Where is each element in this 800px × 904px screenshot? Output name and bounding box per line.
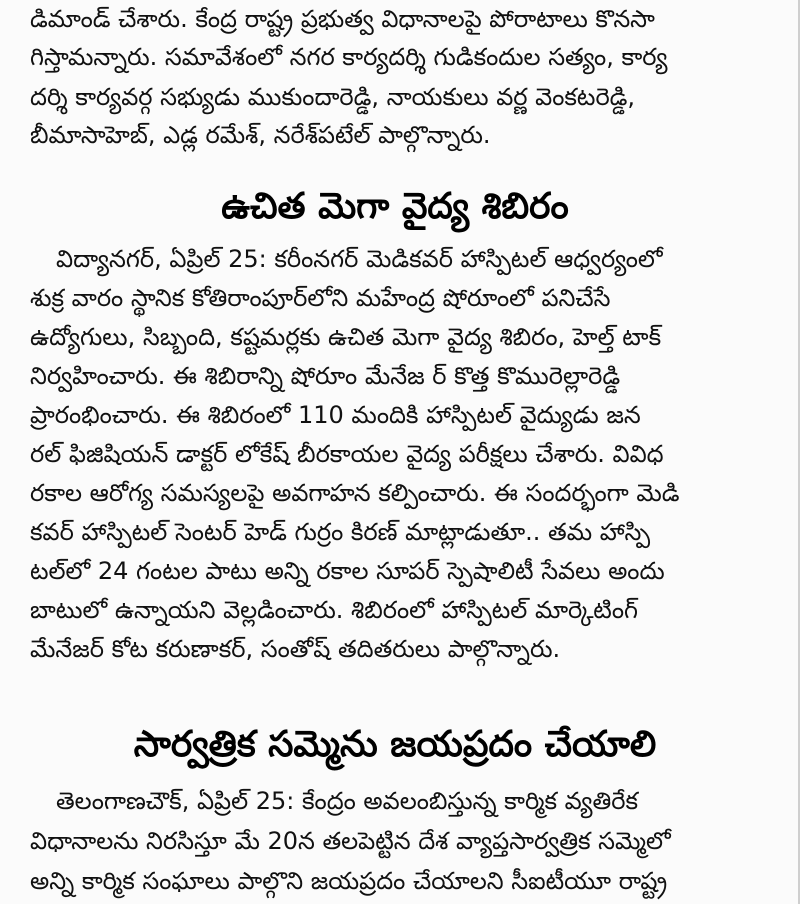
article3-line-1: తెలంగాణచౌక్, ఏప్రిల్ 25: కేంద్రం అవలంబిస్తున్న కార్మిక వ్యతిరేక xyxy=(56,787,638,815)
article2-line-1: విద్యానగర్, ఏప్రిల్ 25: కరీంనగర్ మెడికవర్ హాస్పిటల్ ఆధ్వర్యంలో xyxy=(56,245,663,273)
article2-line-3: ఉద్యోగులు, సిబ్బంది, కష్టమర్లకు ఉచిత మెగా వైద్య శిబిరం, హెల్త్ టాక్ xyxy=(30,323,662,351)
article2-line-4: నిర్వహించారు. ఈ శిబిరాన్ని షోరూం మేనేజ ర్ కొత్త కొమురెల్లారెడ్డి xyxy=(30,362,621,390)
article3-line-3: అన్ని కార్మిక సంఘాలు పాల్గొని జయప్రదం చేయాలని సీఐటీయూ రాష్ట్ర xyxy=(30,867,668,895)
article2-line-8: కవర్ హాస్పిటల్ సెంటర్ హెడ్ గుర్రం కిరణ్ మాట్లాడుతూ.. తమ హాస్పి xyxy=(30,518,651,546)
article1-line-1: డిమాండ్ చేశారు. కేంద్ర రాష్ట్ర ప్రభుత్వ విధానాలపై పోరాటాలు కొనసా xyxy=(30,5,655,33)
article1-line-4: బీమాసాహెబ్, ఎడ్ల రమేశ్, నరేశ్‌పటేల్ పాల్గొన్నారు. xyxy=(30,121,491,149)
article3-line-2: విధానాలను నిరసిస్తూ మే 20న తలపెట్టిన దేశ వ్యాప్తసార్వత్రిక సమ్మెలో xyxy=(30,827,671,855)
article2-line-9: టల్‌లో 24 గంటల పాటు అన్ని రకాల సూపర్ స్పెషాలిటీ సేవలు అందు xyxy=(30,557,665,585)
article1-line-3: దర్శి కార్యవర్గ సభ్యుడు ముకుందారెడ్డి, నాయకులు వర్ణ వెంకటరెడ్డి, xyxy=(30,83,636,111)
article2-line-7: రకాల ఆరోగ్య సమస్యలపై అవగాహన కల్పించారు. ఈ సందర్భంగా మెడి xyxy=(30,479,680,507)
article2-line-5: ప్రారంభించారు. ఈ శిబిరంలో 110 మందికి హాస్పిటల్ వైద్యుడు జన xyxy=(30,401,641,429)
article3-headline: సార్వత్రిక సమ్మెను జయప్రదం చేయాలి xyxy=(133,724,657,765)
article2-headline: ఉచిత మెగా వైద్య శిబిరం xyxy=(221,186,569,227)
article2-line-11: మేనేజర్ కోట కరుణాకర్, సంతోష్ తదితరులు పాల్గొన్నారు. xyxy=(30,635,561,663)
article1-line-2: గిస్తామన్నారు. సమావేశంలో నగర కార్యదర్శి గుడికందుల సత్యం, కార్య xyxy=(30,43,668,71)
article2-line-10: బాటులో ఉన్నాయని వెల్లడించారు. శిబిరంలో హాస్పిటల్ మార్కెటింగ్ xyxy=(30,596,638,624)
article2-line-6: రల్ ఫిజిషియన్ డాక్టర్ లోకేష్ బీరకాయల వైద్య పరీక్షలు చేశారు. వివిధ xyxy=(30,440,664,468)
article2-line-2: శుక్ర వారం స్థానిక కోతిరాంపూర్‌లోని మహేంద్ర షోరూంలో పనిచేసే xyxy=(30,284,611,312)
